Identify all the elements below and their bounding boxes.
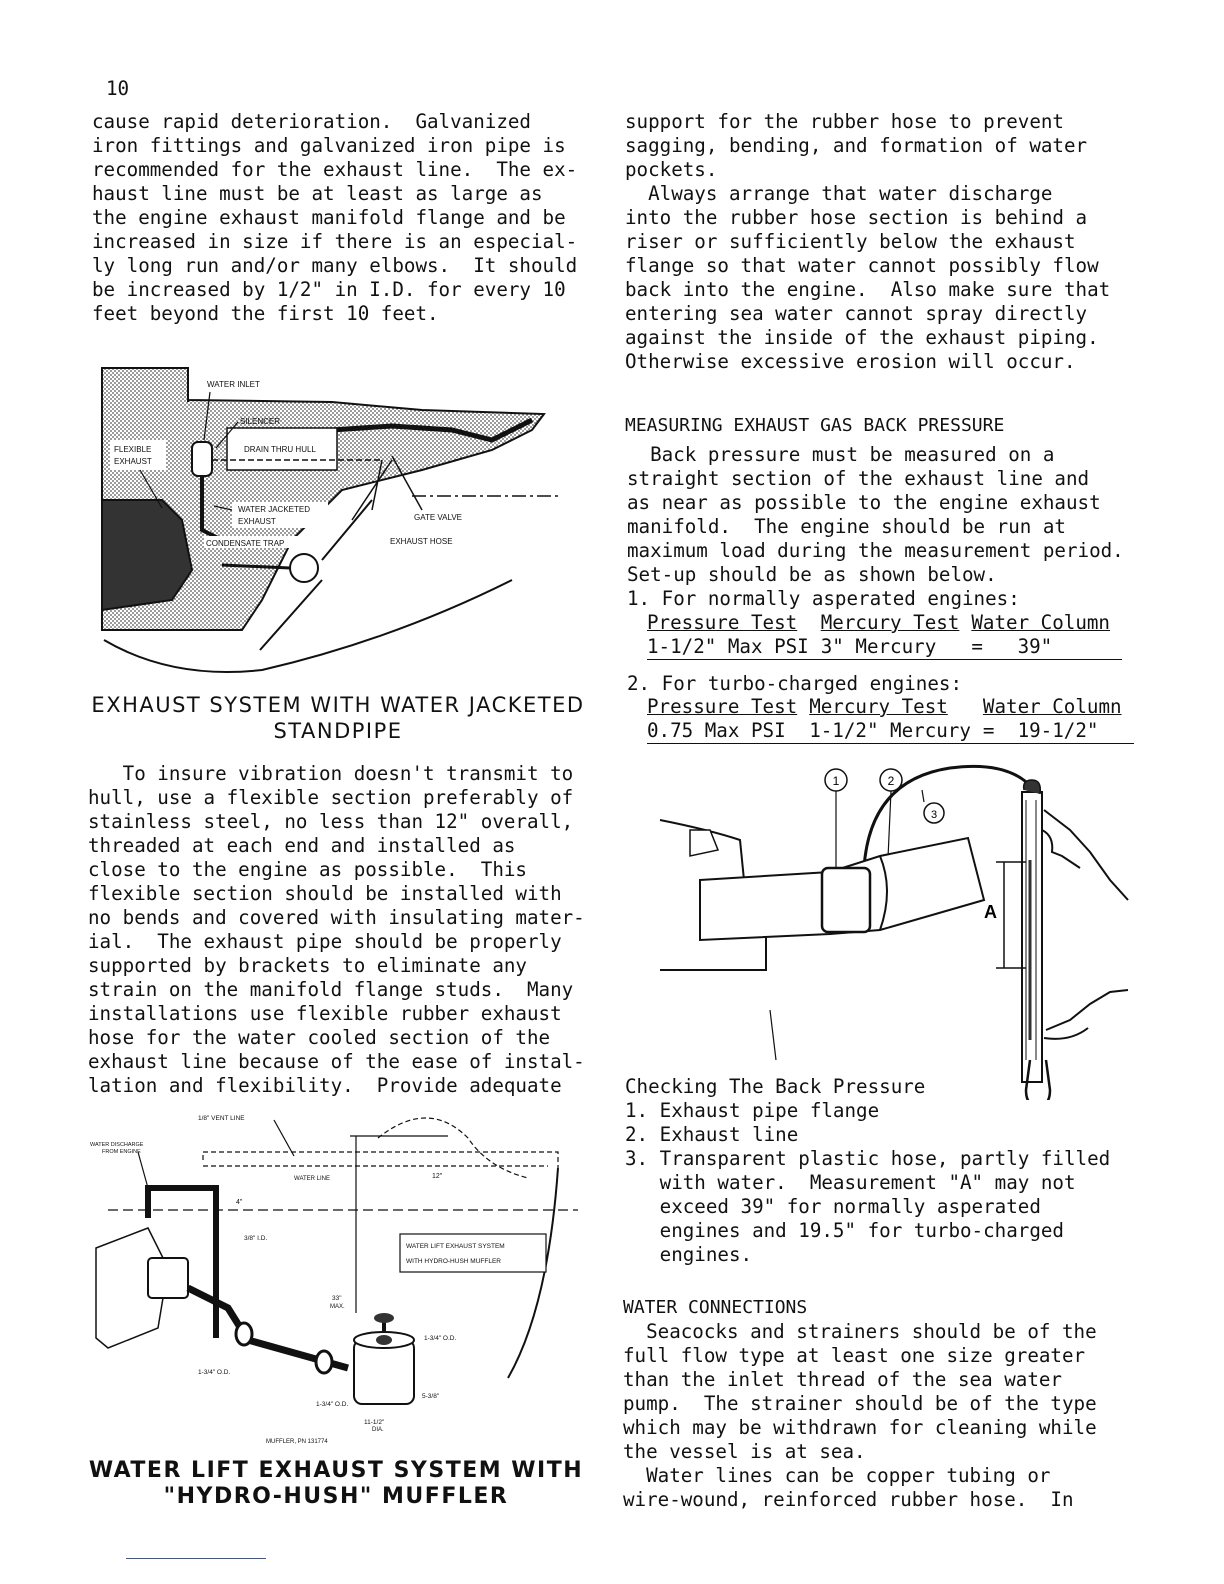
text-line: feet beyond the first 10 feet. (92, 302, 439, 325)
label-3-8-id: 3/8" I.D. (244, 1235, 268, 1242)
list-item: 1. For normally asperated engines: (627, 587, 1020, 610)
text-line: flexible section should be installed with (88, 882, 562, 905)
text-line: pump. The strainer should be of the type (623, 1392, 1097, 1415)
table-header-row (647, 695, 1134, 719)
table-row (647, 635, 1122, 660)
text-line: haust line must be at least as large as (92, 182, 543, 205)
text-line: Back pressure must be measured on a (627, 443, 1055, 466)
text-line: ly long run and/or many elbows. It should (92, 254, 578, 277)
label-drain-thru-hull: DRAIN THRU HULL (244, 445, 316, 454)
figure-2-caption-line-1: WATER LIFT EXHAUST SYSTEM WITH (88, 1458, 584, 1483)
list-item: engines. (625, 1243, 753, 1266)
text-line: back into the engine. Also make sure that (625, 278, 1111, 301)
text-line: pockets. (625, 158, 718, 181)
text-line: sagging, bending, and formation of water (625, 134, 1088, 157)
silencer (192, 442, 212, 476)
column-header: Water Column (982, 695, 1122, 718)
water-lift-diagram (88, 1108, 588, 1448)
text-line: Set-up should be as shown below. (627, 563, 997, 586)
checking-list (625, 1099, 1110, 1267)
callout-2-label: 2 (887, 774, 895, 788)
text-line: into the rubber hose section is behind a (625, 206, 1088, 229)
label-dia-2: DIA. (372, 1427, 384, 1433)
text-line: entering sea water cannot spray directly (625, 302, 1088, 325)
water-connections-body (623, 1320, 1097, 1512)
right-paragraph-1 (625, 110, 1110, 374)
box-line-1: WATER LIFT EXHAUST SYSTEM (406, 1243, 505, 1250)
manometer-scale (1022, 792, 1042, 1082)
box-line-2: WITH HYDRO-HUSH MUFFLER (406, 1258, 501, 1265)
label-33in: 33" (332, 1295, 342, 1302)
propeller (290, 554, 318, 582)
list-item: engines and 19.5" for turbo-charged (625, 1219, 1064, 1242)
text-line: lation and flexibility. Provide adequate (88, 1074, 562, 1097)
text-line: iron fittings and galvanized iron pipe is (92, 134, 566, 157)
naturally-aspirated-table (647, 611, 1122, 660)
label-vent-line: 1/8" VENT LINE (198, 1115, 245, 1122)
text-line: threaded at each end and installed as (88, 834, 516, 857)
text-line: Seacocks and strainers should be of the (623, 1320, 1097, 1343)
list-item: 2. Exhaust line (625, 1123, 799, 1146)
text-line: be increased by 1/2" in I.D. for every 10 (92, 278, 566, 301)
callout-1-label: 1 (832, 774, 840, 788)
text-line: supported by brackets to eliminate any (88, 954, 527, 977)
label-5-3-8: 5-3/8" (422, 1393, 440, 1400)
table-cell: 0.75 Max PSI (647, 719, 786, 742)
list-item: with water. Measurement "A" may not (625, 1171, 1076, 1194)
label-od-left: 1-3/4" O.D. (198, 1369, 231, 1376)
label-dia: 11-1/2" (364, 1419, 385, 1426)
label-od-bottom: 1-3/4" O.D. (316, 1401, 349, 1408)
list-item: 1. Exhaust pipe flange (625, 1099, 880, 1122)
left-paragraph-1 (92, 110, 577, 326)
text-line: hose for the water cooled section of the (88, 1026, 551, 1049)
text-line: wire-wound, reinforced rubber hose. In (623, 1488, 1074, 1511)
caption-box (400, 1234, 546, 1272)
text-line: close to the engine as possible. This (88, 858, 527, 881)
lower-hand (1046, 990, 1128, 1030)
label-water-line: WATER LINE (294, 1176, 331, 1182)
text-line: recommended for the exhaust line. The ex- (92, 158, 578, 181)
label-exhaust-hose: EXHAUST HOSE (390, 537, 453, 546)
page-number: 10 (106, 77, 130, 100)
list-item: 3. Transparent plastic hose, partly filled (625, 1147, 1111, 1170)
footnote-rule (126, 1558, 266, 1559)
label-max: MAX. (330, 1304, 345, 1310)
text-line: exhaust line because of the ease of instal- (88, 1050, 585, 1073)
label-water-jacketed-exhaust: EXHAUST (238, 517, 276, 526)
text-line: no bends and covered with insulating mater- (88, 906, 585, 929)
label-flexible: FLEXIBLE (114, 445, 152, 454)
turbo-charged-table (647, 695, 1134, 744)
table-cell: = 19-1/2" (982, 719, 1099, 742)
column-header: Pressure Test (647, 611, 798, 634)
label-od-right: 1-3/4" O.D. (424, 1335, 457, 1342)
text-line: Water lines can be copper tubing or (623, 1464, 1051, 1487)
text-line: increased in size if there is an especial- (92, 230, 578, 253)
table-cell: = 39" (971, 635, 1053, 658)
checking-title: Checking The Back Pressure (625, 1075, 926, 1098)
label-muffler-pn: MUFFLER, PN 131774 (266, 1439, 328, 1445)
text-line: Always arrange that water discharge (625, 182, 1053, 205)
label-12in: 12" (432, 1173, 443, 1180)
text-line: than the inlet thread of the sea water (623, 1368, 1062, 1391)
text-line: installations use flexible rubber exhaust (88, 1002, 562, 1025)
text-line: the engine exhaust manifold flange and be (92, 206, 566, 229)
column-header: Pressure Test (647, 695, 798, 718)
label-from-engine: FROM ENGINE (102, 1149, 141, 1155)
label-exhaust: EXHAUST (114, 457, 152, 466)
text-line: strain on the manifold flange studs. Many (88, 978, 574, 1001)
table-cell: 1-1/2" Max PSI (647, 635, 809, 658)
text-line: against the inside of the exhaust piping. (625, 326, 1099, 349)
table-header-row (647, 611, 1122, 635)
exhaust-flange (822, 868, 870, 932)
text-line: flange so that water cannot possibly flow (625, 254, 1099, 277)
text-line: maximum load during the measurement period. (627, 539, 1124, 562)
text-line: cause rapid deterioration. Galvanized (92, 110, 531, 133)
label-water-jacketed: WATER JACKETED (238, 505, 311, 514)
text-line: To insure vibration doesn't transmit to (88, 762, 574, 785)
label-water-discharge: WATER DISCHARGE (90, 1142, 144, 1148)
label-water-inlet: WATER INLET (207, 380, 260, 389)
text-line: hull, use a flexible section preferably of (88, 786, 574, 809)
figure-2-caption-line-2: "HYDRO-HUSH" MUFFLER (163, 1484, 509, 1509)
text-line: ial. The exhaust pipe should be properly (88, 930, 562, 953)
table-cell: 1-1/2" Mercury (809, 719, 971, 742)
section-heading-back-pressure: MEASURING EXHAUST GAS BACK PRESSURE (625, 415, 1005, 436)
label-condensate-trap: CONDENSATE TRAP (206, 539, 285, 548)
text-line: full flow type at least one size greater (623, 1344, 1086, 1367)
section-heading-water-connections: WATER CONNECTIONS (623, 1297, 808, 1318)
label-silencer: SILENCER (240, 417, 281, 426)
text-line: Otherwise excessive erosion will occur. (625, 350, 1076, 373)
text-line: manifold. The engine should be run at (627, 515, 1066, 538)
table-row (647, 719, 1134, 744)
checking-back-pressure (625, 1075, 1110, 1267)
table-cell: 3" Mercury (820, 635, 937, 658)
text-line: the vessel is at sea. (623, 1440, 866, 1463)
list-item: exceed 39" for normally asperated (625, 1195, 1041, 1218)
text-line: support for the rubber hose to prevent (625, 110, 1064, 133)
column-header: Mercury Test (809, 695, 948, 718)
muffler-body (354, 1340, 414, 1404)
list-item: 2. For turbo-charged engines: (627, 672, 963, 695)
back-pressure-manometer-diagram (650, 760, 1140, 1100)
text-line: stainless steel, no less than 12" overall, (88, 810, 574, 833)
figure-1-caption (88, 692, 588, 744)
column-header: Mercury Test (820, 611, 960, 634)
text-line: riser or sufficiently below the exhaust (625, 230, 1076, 253)
column-header: Water Column (971, 611, 1110, 634)
upper-hand (1044, 810, 1128, 900)
figure-2-caption (86, 1458, 586, 1510)
callout-3-label: 3 (930, 809, 938, 821)
back-pressure-intro (627, 443, 1124, 611)
text-line: as near as possible to the engine exhaust (627, 491, 1101, 514)
figure-1-caption-line-1: EXHAUST SYSTEM WITH WATER JACKETED (91, 693, 585, 717)
exhaust-standpipe-diagram (92, 340, 572, 680)
figure-1-caption-line-2: STANDPIPE (273, 719, 403, 743)
left-paragraph-2 (88, 762, 585, 1098)
dimension-a-label: A (984, 902, 997, 922)
text-line: straight section of the exhaust line and (627, 467, 1090, 490)
label-4in: 4" (236, 1199, 243, 1206)
label-gate-valve: GATE VALVE (414, 513, 463, 522)
text-line: which may be withdrawn for cleaning while (623, 1416, 1097, 1439)
